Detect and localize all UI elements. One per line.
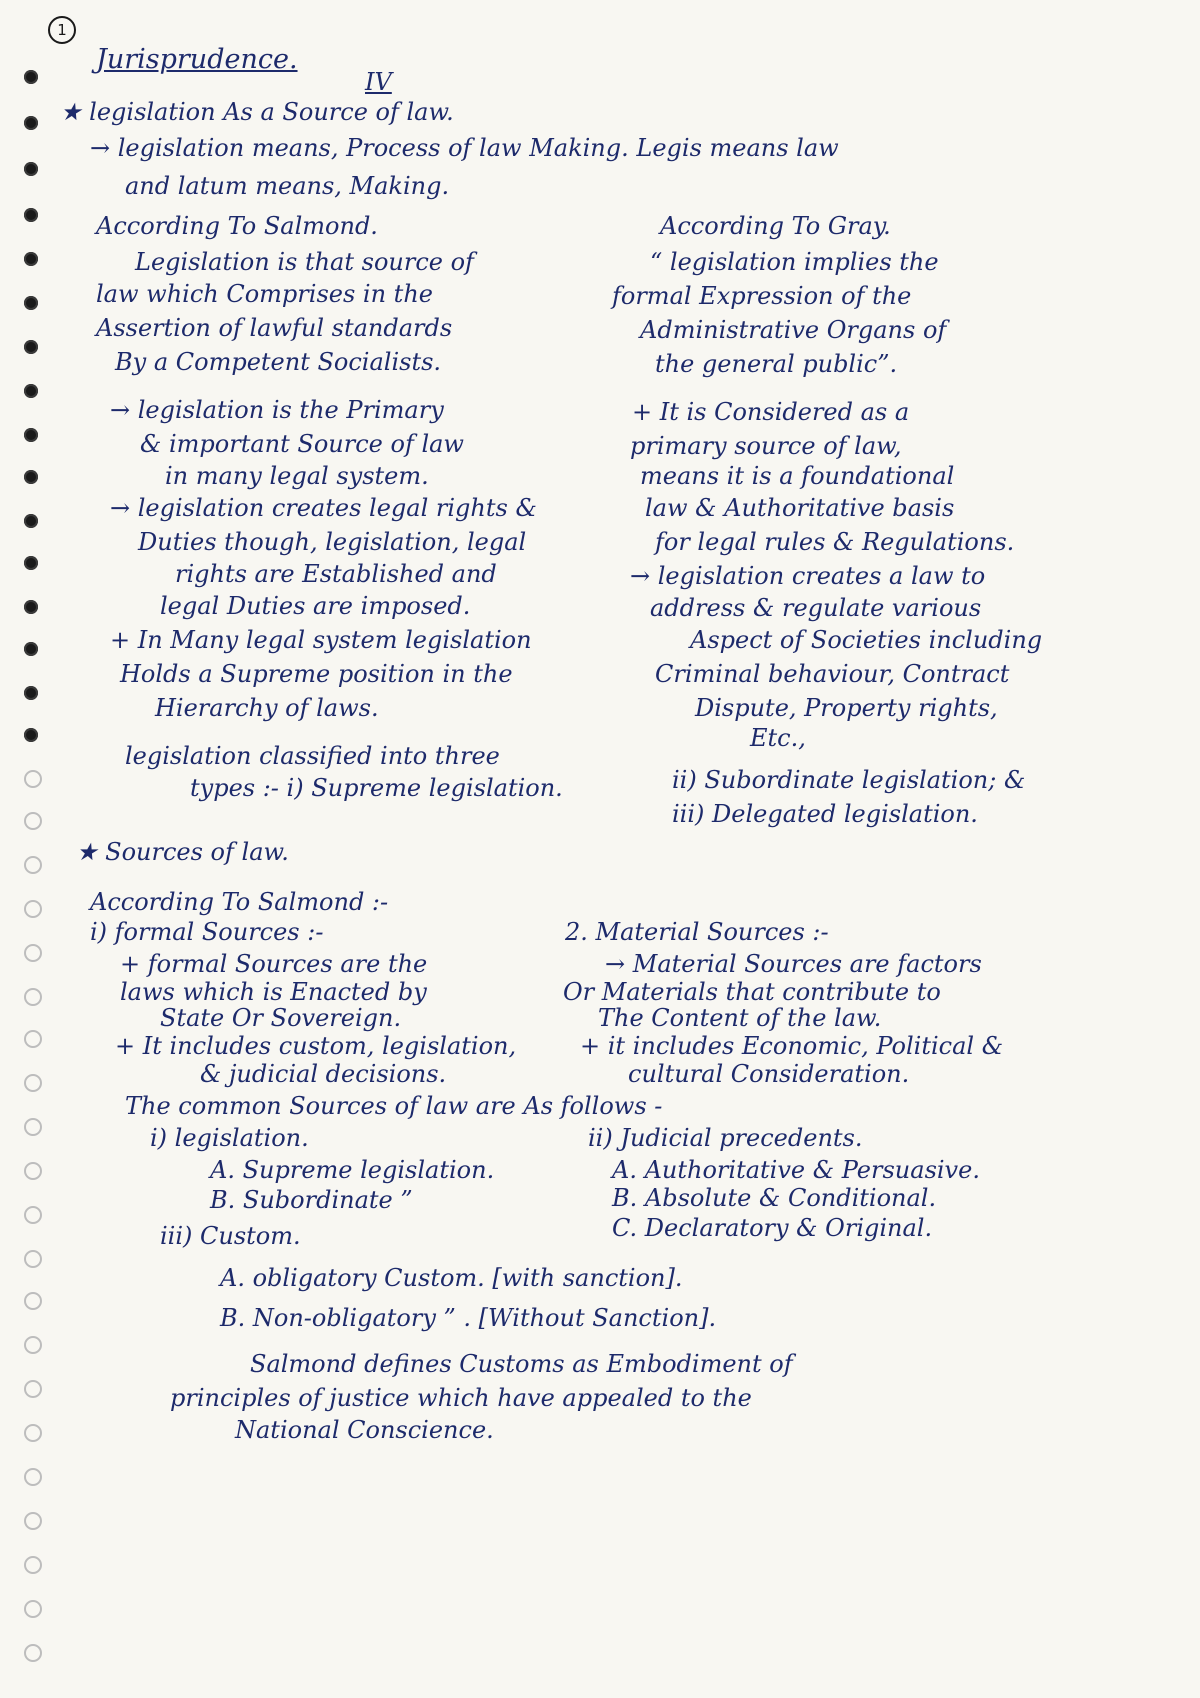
unit-label: IV: [365, 68, 392, 96]
classified-4: iii) Delegated legislation.: [672, 800, 978, 828]
binding-hole: [24, 900, 42, 918]
left-point-6: rights are Established and: [175, 560, 497, 588]
binding-hole: [24, 1424, 42, 1442]
legislation-heading: ★ legislation As a Source of law.: [60, 98, 454, 126]
binding-hole: [24, 1030, 42, 1048]
binding-hole: [24, 1074, 42, 1092]
binding-hole: [24, 1206, 42, 1224]
binding-hole: [24, 600, 38, 614]
right-point-2: primary source of law,: [630, 432, 902, 460]
binding-hole: [24, 296, 38, 310]
sources-heading: ★ Sources of law.: [76, 838, 289, 866]
binding-holes: [14, 0, 64, 1698]
formal-heading: i) formal Sources :-: [90, 918, 324, 946]
right-point-9: Criminal behaviour, Contract: [655, 660, 1010, 688]
material-text-1: → Material Sources are factors: [605, 950, 982, 978]
common-right-4: C. Declaratory & Original.: [612, 1214, 933, 1242]
binding-hole: [24, 70, 38, 84]
right-point-11: Etc.,: [750, 724, 806, 752]
formal-text-2: laws which is Enacted by: [120, 978, 427, 1006]
binding-hole: [24, 514, 38, 528]
material-text-3: The Content of the law.: [598, 1004, 882, 1032]
common-left-1: i) legislation.: [150, 1124, 309, 1152]
left-point-5: Duties though, legislation, legal: [138, 528, 527, 556]
gray-text-3: Administrative Organs of: [640, 316, 947, 344]
binding-hole: [24, 856, 42, 874]
binding-hole: [24, 686, 38, 700]
right-point-6: → legislation creates a law to: [630, 562, 986, 590]
binding-hole: [24, 1644, 42, 1662]
left-point-4: → legislation creates legal rights &: [110, 494, 537, 522]
legislation-definition-2: and latum means, Making.: [125, 172, 450, 200]
material-heading: 2. Material Sources :-: [565, 918, 829, 946]
binding-hole: [24, 556, 38, 570]
salmond-text-4: By a Competent Socialists.: [115, 348, 442, 376]
binding-hole: [24, 812, 42, 830]
binding-hole: [24, 252, 38, 266]
left-point-3: in many legal system.: [165, 462, 429, 490]
common-left-2: A. Supreme legislation.: [210, 1156, 495, 1184]
classified-3: ii) Subordinate legislation; &: [672, 766, 1026, 794]
salmond-text-2: law which Comprises in the: [96, 280, 433, 308]
legislation-definition-1: → legislation means, Process of law Making. Legis means law: [90, 134, 839, 162]
binding-hole: [24, 944, 42, 962]
left-point-2: & important Source of law: [140, 430, 464, 458]
binding-hole: [24, 1336, 42, 1354]
right-point-5: for legal rules & Regulations.: [655, 528, 1015, 556]
salmond-text-1: Legislation is that source of: [135, 248, 474, 276]
binding-hole: [24, 340, 38, 354]
binding-hole: [24, 1292, 42, 1310]
gray-text-2: formal Expression of the: [612, 282, 912, 310]
formal-text-1: + formal Sources are the: [120, 950, 428, 978]
left-point-8: + In Many legal system legislation: [110, 626, 532, 654]
binding-hole: [24, 1512, 42, 1530]
formal-text-5: & judicial decisions.: [200, 1060, 447, 1088]
binding-hole: [24, 1556, 42, 1574]
salmond-heading: According To Salmond.: [96, 212, 378, 240]
closing-2: principles of justice which have appealed to the: [170, 1384, 752, 1412]
binding-hole: [24, 988, 42, 1006]
gray-text-4: the general public”.: [655, 350, 898, 378]
right-point-8: Aspect of Societies including: [690, 626, 1043, 654]
right-point-1: + It is Considered as a: [632, 398, 910, 426]
closing-1: Salmond defines Customs as Embodiment of: [250, 1350, 793, 1378]
binding-hole: [24, 208, 38, 222]
binding-hole: [24, 1600, 42, 1618]
common-right-2: A. Authoritative & Persuasive.: [612, 1156, 980, 1184]
binding-hole: [24, 728, 38, 742]
sources-salmond: According To Salmond :-: [90, 888, 389, 916]
left-point-10: Hierarchy of laws.: [155, 694, 379, 722]
material-text-5: cultural Consideration.: [628, 1060, 910, 1088]
formal-text-4: + It includes custom, legislation,: [115, 1032, 517, 1060]
material-text-2: Or Materials that contribute to: [563, 978, 941, 1006]
left-point-7: legal Duties are imposed.: [160, 592, 471, 620]
binding-hole: [24, 1468, 42, 1486]
binding-hole: [24, 428, 38, 442]
classified-1: legislation classified into three: [125, 742, 500, 770]
gray-heading: According To Gray.: [660, 212, 891, 240]
common-left-3: B. Subordinate ”: [210, 1186, 413, 1214]
left-point-9: Holds a Supreme position in the: [120, 660, 513, 688]
salmond-text-3: Assertion of lawful standards: [96, 314, 453, 342]
common-left-4: iii) Custom.: [160, 1222, 301, 1250]
binding-hole: [24, 1118, 42, 1136]
formal-text-3: State Or Sovereign.: [160, 1004, 402, 1032]
binding-hole: [24, 384, 38, 398]
common-right-1: ii) Judicial precedents.: [588, 1124, 863, 1152]
page-number: 1: [48, 16, 76, 44]
gray-text-1: “ legislation implies the: [650, 248, 939, 276]
right-point-4: law & Authoritative basis: [645, 494, 955, 522]
right-point-3: means it is a foundational: [640, 462, 955, 490]
left-point-1: → legislation is the Primary: [110, 396, 444, 424]
binding-hole: [24, 1250, 42, 1268]
common-sources-heading: The common Sources of law are As follows -: [125, 1092, 663, 1120]
closing-3: National Conscience.: [235, 1416, 494, 1444]
material-text-4: + it includes Economic, Political &: [580, 1032, 1004, 1060]
common-right-3: B. Absolute & Conditional.: [612, 1184, 937, 1212]
right-point-7: address & regulate various: [650, 594, 982, 622]
binding-hole: [24, 470, 38, 484]
custom-2: B. Non-obligatory ” . [Without Sanction].: [220, 1304, 717, 1332]
right-point-10: Dispute, Property rights,: [695, 694, 998, 722]
binding-hole: [24, 770, 42, 788]
binding-hole: [24, 1380, 42, 1398]
binding-hole: [24, 116, 38, 130]
binding-hole: [24, 162, 38, 176]
page-title: Jurisprudence.: [96, 44, 298, 75]
binding-hole: [24, 1162, 42, 1180]
custom-1: A. obligatory Custom. [with sanction].: [220, 1264, 683, 1292]
classified-2: types :- i) Supreme legislation.: [190, 774, 563, 802]
binding-hole: [24, 642, 38, 656]
